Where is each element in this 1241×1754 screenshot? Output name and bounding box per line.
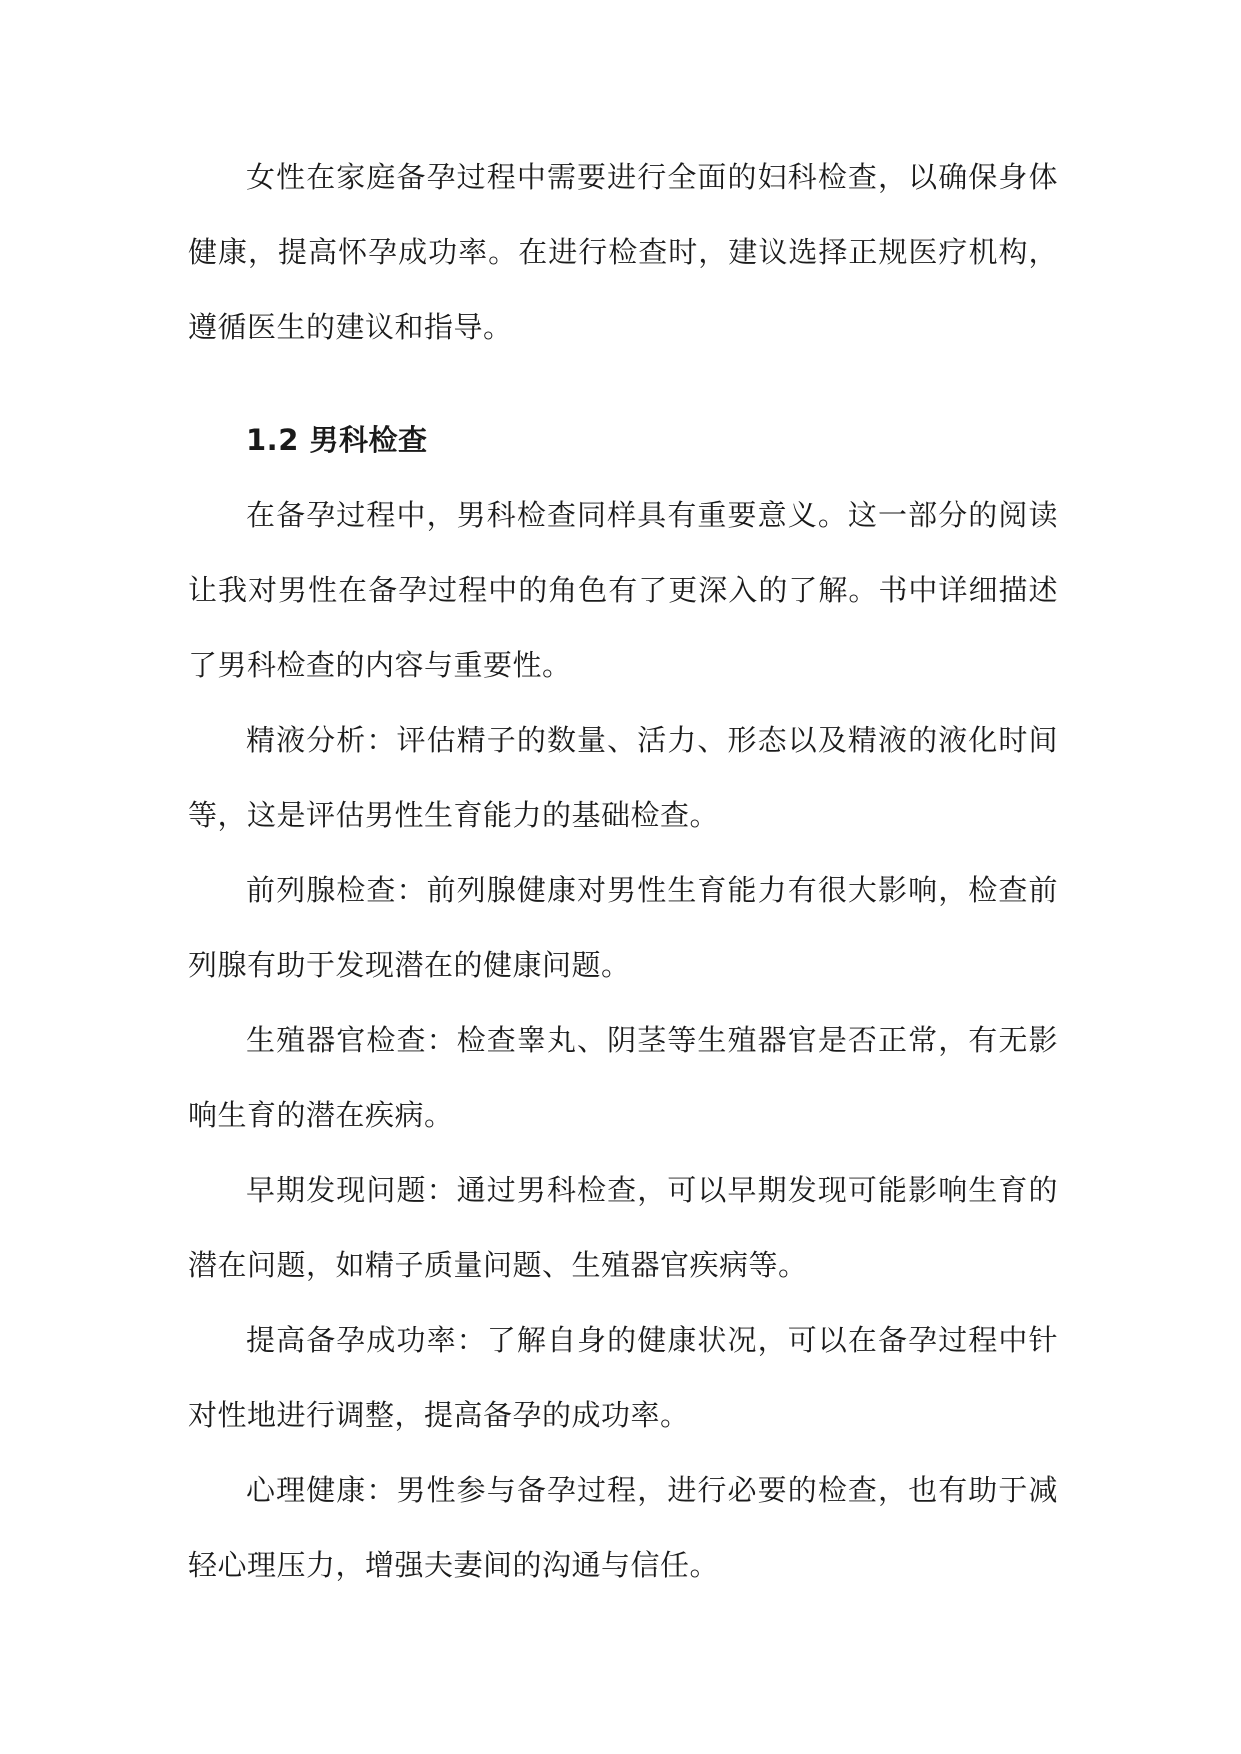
body-paragraph: 生殖器官检查：检查睾丸、阴茎等生殖器官是否正常，有无影响生育的潜在疾病。 xyxy=(188,1023,1058,1132)
body-paragraph: 早期发现问题：通过男科检查，可以早期发现可能影响生育的潜在问题，如精子质量问题、生殖器官疾病等。 xyxy=(188,1173,1058,1282)
section-heading: 1.2 男科检查 xyxy=(246,423,428,457)
document-page xyxy=(188,140,1058,1603)
intro-paragraph: 女性在家庭备孕过程中需要进行全面的妇科检查，以确保身体健康，提高怀孕成功率。在进行检查时，建议选择正规医疗机构，遵循医生的建议和指导。 xyxy=(188,160,1058,344)
body-paragraph: 心理健康：男性参与备孕过程，进行必要的检查，也有助于减轻心理压力，增强夫妻间的沟通与信任。 xyxy=(188,1473,1058,1582)
body-paragraph: 精液分析：评估精子的数量、活力、形态以及精液的液化时间等，这是评估男性生育能力的基础检查。 xyxy=(188,723,1058,832)
body-paragraph: 在备孕过程中，男科检查同样具有重要意义。这一部分的阅读让我对男性在备孕过程中的角色有了更深入的了解。书中详细描述了男科检查的内容与重要性。 xyxy=(188,498,1058,682)
body-paragraph: 前列腺检查：前列腺健康对男性生育能力有很大影响，检查前列腺有助于发现潜在的健康问题。 xyxy=(188,873,1058,982)
body-paragraph: 提高备孕成功率：了解自身的健康状况，可以在备孕过程中针对性地进行调整，提高备孕的成功率。 xyxy=(188,1323,1058,1432)
